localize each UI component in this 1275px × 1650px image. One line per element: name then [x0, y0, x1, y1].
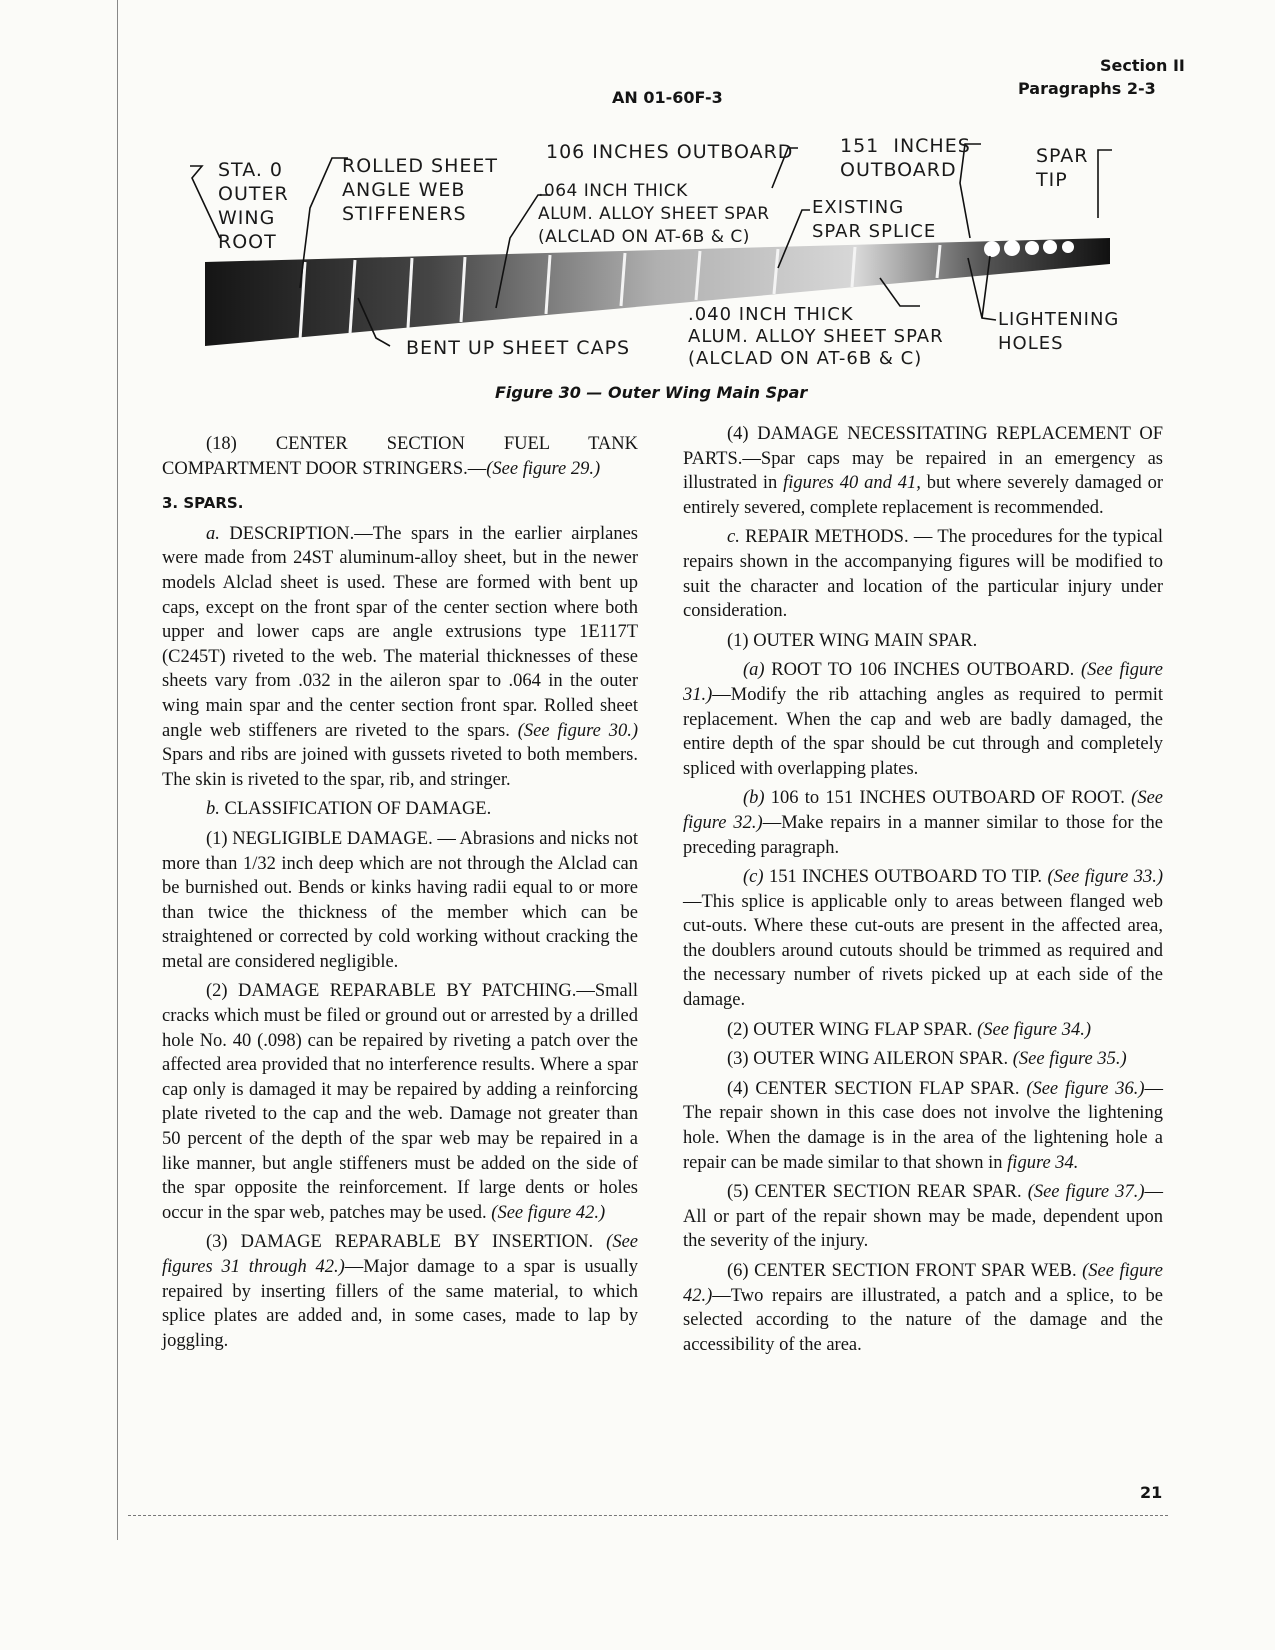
document-number: AN 01-60F-3 — [612, 88, 723, 107]
label-lightening-holes: LIGHTENING HOLES — [998, 309, 1120, 354]
para-c6-cs-front-spar: (6) CENTER SECTION FRONT SPAR WEB. (See figure 42.)—Two repairs are illustrated, a patch and a splice, to be selected according to the nature of the damage and the accessibility of the area. — [683, 1261, 1163, 1355]
para-c5-cs-rear-spar: (5) CENTER SECTION REAR SPAR. (See figure 37.)—All or part of the repair shown may be made, dependent upon the severity of the injury. — [683, 1182, 1164, 1252]
page-number: 21 — [1140, 1483, 1163, 1502]
section-label: Section II — [1100, 56, 1185, 75]
right-column — [683, 422, 1163, 1362]
para-b4-replacement: (4) DAMAGE NECESSITATING REPLACEMENT OF PARTS.—Spar caps may be repaired in an emergency as illustrated in figures 40 and 41, but where severely damaged or entirely severed, complete replacement is recommended. — [683, 424, 1163, 518]
para-c1-main-spar: (1) OUTER WING MAIN SPAR. — [727, 630, 978, 651]
label-existing-splice: EXISTING SPAR SPLICE — [812, 197, 937, 242]
para-c1b: (b) 106 to 151 INCHES OUTBOARD OF ROOT. (See figure 32.)—Make repairs in a manner similar to those for the preceding paragraph. — [683, 788, 1163, 858]
label-106-inches: 106 INCHES OUTBOARD — [546, 141, 794, 163]
para-a-description: a. DESCRIPTION.—The spars in the earlier airplanes were made from 24ST aluminum-alloy sheet, but in the newer models Alclad sheet is used. These are formed with bent up caps, except on the front spar of the center section where both upper and lower caps are angle extrusions type 1E117T (C245T) riveted to the web. The material thicknesses of these sheets vary from .032 in the aileron spar to .064 in the outer wing main spar and the center section front spar. Rolled sheet angle web stiffeners are riveted to the spars. (See figure 30.) Spars and ribs are joined with gussets riveted to both members. The skin is riveted to the spar, rib, and stringer. — [162, 523, 639, 790]
left-column — [162, 432, 638, 1358]
para-b1-negligible: (1) NEGLIGIBLE DAMAGE. — Abrasions and nicks not more than 1/32 inch deep which are not through the Alclad can be burnished out. Bends or kinks having radii equal to or more than twice the thickness of the member which can be straightened or corrected by cold working without cracking the metal are considered negligible. — [162, 828, 638, 972]
label-bent-up-caps: BENT UP SHEET CAPS — [406, 337, 631, 359]
para-b2-patching: (2) DAMAGE REPARABLE BY PATCHING.—Small cracks which must be filed or ground out or arrested by a drilled hole No. 40 (.098) can be repaired by riveting a patch over the affected area provided that no interference results. Where a spar cap only is damaged it may be repaired by adding a reinforcing plate riveted to the cap and the web. Damage not greater than 50 percent of the depth of the spar web may be repaired in a like manner, but angle stiffeners must be added on the side of the spar opposite the reinforcement. If large dents or holes occur in the spar web, patches may be used. (See figure 42.) — [162, 981, 638, 1223]
paragraphs-label: Paragraphs 2-3 — [1018, 79, 1156, 98]
figure-30 — [180, 128, 1180, 378]
para-c2-flap-spar: (2) OUTER WING FLAP SPAR. (See figure 34.) — [727, 1019, 1091, 1040]
label-040-thick: .040 INCH THICK ALUM. ALLOY SHEET SPAR (ALCLAD ON AT-6B & C) — [688, 304, 944, 369]
para-c1a: (a) ROOT TO 106 INCHES OUTBOARD. (See figure 31.)—Modify the rib attaching angles as required to permit replacement. When the cap and web are badly damaged, the entire depth of the spar should be cut through and completely spliced with overlapping plates. — [683, 660, 1164, 779]
label-sta0: STA. 0 OUTER WING ROOT — [218, 159, 289, 253]
para-b3-insertion: (3) DAMAGE REPARABLE BY INSERTION. (See figures 31 through 42.)—Major damage to a spar is usually repaired by inserting fillers of the same material, to which splice plates are added and, in some cases, made to lap by joggling. — [162, 1232, 638, 1351]
para-18: (18) CENTER SECTION FUEL TANK COMPARTMENT DOOR STRINGERS.—(See figure 29.) — [162, 434, 638, 479]
para-c4-cs-flap-spar: (4) CENTER SECTION FLAP SPAR. (See figure 36.)—The repair shown in this case does not involve the lightening hole. When the damage is in the area of the lightening hole a repair can be made similar to that shown in figure 34. — [683, 1078, 1164, 1173]
para-c-repair-methods: c. REPAIR METHODS. — The procedures for the typical repairs shown in the accompanying figures will be modified to suit the character and location of the particular injury under consideration. — [683, 527, 1163, 622]
heading-spars: 3. SPARS. — [162, 494, 244, 513]
footer-rule — [128, 1515, 1168, 1516]
label-151-inches: 151 INCHES OUTBOARD — [840, 135, 971, 181]
label-rolled-sheet: ROLLED SHEET ANGLE WEB STIFFENERS — [342, 155, 498, 225]
label-064-thick: .064 INCH THICK ALUM. ALLOY SHEET SPAR (ALCLAD ON AT-6B & C) — [538, 181, 770, 247]
para-b-classification: b. CLASSIFICATION OF DAMAGE. — [206, 799, 492, 820]
spar-web — [205, 238, 1110, 346]
para-c1c: (c) 151 INCHES OUTBOARD TO TIP. (See figure 33.)—This splice is applicable only to areas between flanged web cut-outs. Where these cut-outs are present in the affected area, the doublers around cutouts should be trimmed as required and the necessary number of rivets picked up at each side of the damage. — [683, 867, 1163, 1011]
para-c3-aileron-spar: (3) OUTER WING AILERON SPAR. (See figure 35.) — [727, 1049, 1127, 1070]
label-spar-tip: SPAR TIP — [1036, 145, 1089, 191]
figure-caption: Figure 30 — Outer Wing Main Spar — [495, 383, 808, 402]
binding-margin-line — [117, 0, 118, 1540]
